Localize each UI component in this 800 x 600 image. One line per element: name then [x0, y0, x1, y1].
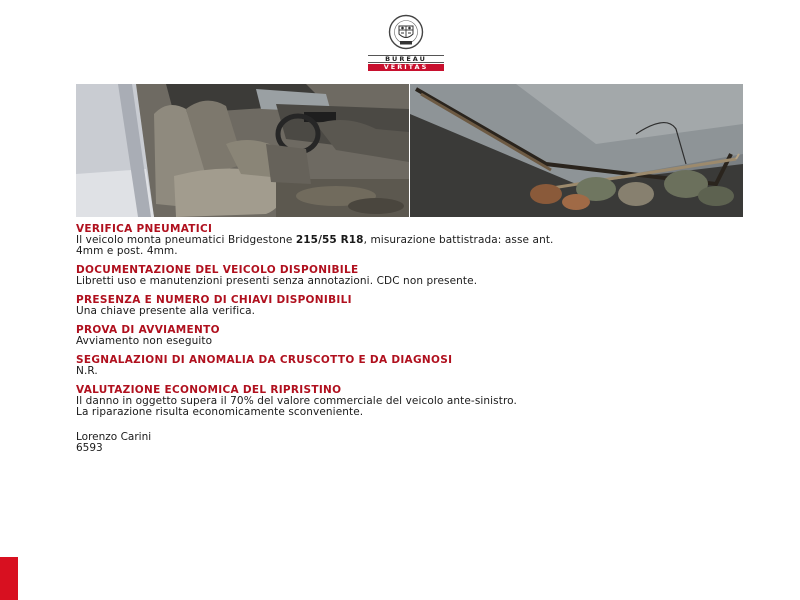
section-title: SEGNALAZIONI DI ANOMALIA DA CRUSCOTTO E DA DIAGNOSI: [76, 354, 453, 366]
section-title: PROVA DI AVVIAMENTO: [76, 324, 220, 336]
car-interior-photo: [76, 84, 409, 217]
signature-block: [76, 432, 151, 454]
logo-band-veritas: VERITAS: [368, 64, 444, 71]
tyre-text-before: Il veicolo monta pneumatici Bridgestone: [76, 234, 296, 246]
bureau-veritas-seal-icon: [380, 14, 432, 50]
section-text: [76, 235, 756, 246]
tyre-text-after: , misurazione battistrada: asse ant.: [363, 234, 554, 246]
section-start-test: [76, 325, 756, 347]
section-keys: [76, 295, 756, 317]
section-title: VALUTAZIONE ECONOMICA DEL RIPRISTINO: [76, 384, 342, 396]
section-economic-evaluation: [76, 385, 756, 418]
section-text: Una chiave presente alla verifica.: [76, 305, 256, 317]
section-text-line1: Il danno in oggetto supera il 70% del valore commerciale del veicolo ante-sinistro.: [76, 395, 517, 407]
section-text: Libretti uso e manutenzioni presenti senza annotazioni. CDC non presente.: [76, 275, 478, 287]
inspector-code: 6593: [76, 442, 103, 454]
logo-band-bureau: BUREAU: [368, 55, 444, 63]
section-tyres: [76, 224, 756, 257]
section-text: N.R.: [76, 365, 98, 377]
section-text-line2: 4mm e post. 4mm.: [76, 245, 178, 257]
windshield-debris-photo: [410, 84, 743, 217]
section-text: Avviamento non eseguito: [76, 335, 213, 347]
section-title: DOCUMENTAZIONE DEL VEICOLO DISPONIBILE: [76, 264, 359, 276]
inspector-name: Lorenzo Carini: [76, 431, 152, 443]
red-accent-bar: [0, 557, 18, 600]
tyre-size: 215/55 R18: [295, 234, 364, 246]
bureau-veritas-logo: [368, 14, 444, 71]
section-title: VERIFICA PNEUMATICI: [76, 223, 213, 235]
photo-strip: [76, 84, 743, 217]
section-dashboard-anomalies: [76, 355, 756, 377]
section-title: PRESENZA E NUMERO DI CHIAVI DISPONIBILI: [76, 294, 352, 306]
inspection-report: [76, 224, 756, 426]
inspection-photos: [76, 84, 743, 217]
section-documentation: [76, 265, 756, 287]
section-text-line2: La riparazione risulta economicamente sconveniente.: [76, 406, 364, 418]
